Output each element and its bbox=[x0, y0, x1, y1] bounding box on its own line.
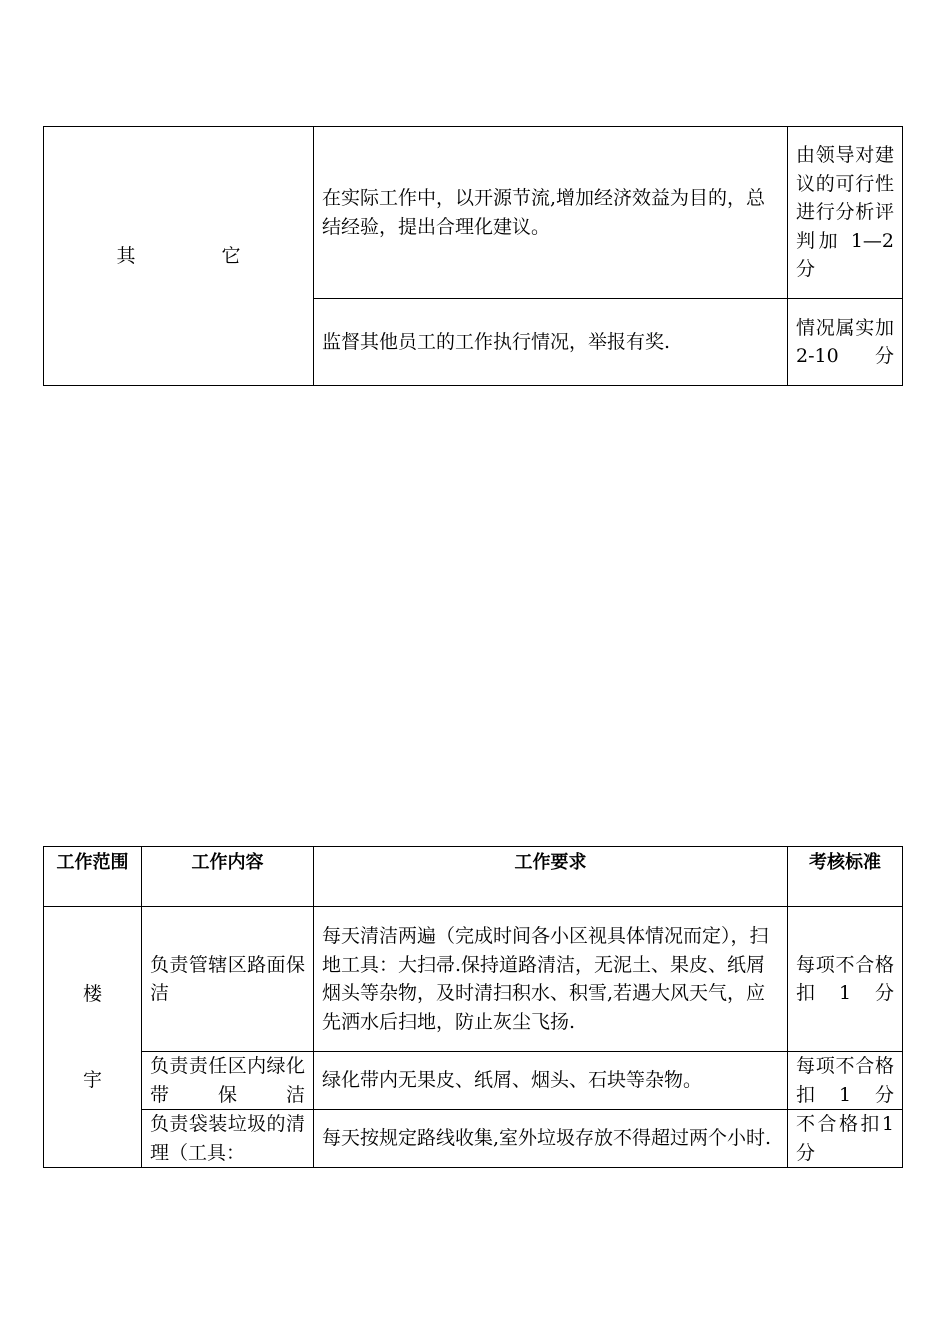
standard-cell: 由领导对建议的可行性进行分析评判加 1—2分 bbox=[788, 127, 903, 299]
requirement-cell: 绿化带内无果皮、纸屑、烟头、石块等杂物。 bbox=[314, 1052, 788, 1110]
table-row bbox=[44, 1110, 903, 1168]
content-cell: 负责袋装垃圾的清理（工具： bbox=[142, 1110, 314, 1168]
standard-cell: 每项不合格扣1分 bbox=[788, 1052, 903, 1110]
standard-cell: 不合格扣1分 bbox=[788, 1110, 903, 1168]
header-content: 工作内容 bbox=[142, 847, 314, 907]
requirement-cell: 监督其他员工的工作执行情况，举报有奖. bbox=[314, 299, 788, 386]
requirement-cell: 在实际工作中，以开源节流,增加经济效益为目的，总结经验，提出合理化建议。 bbox=[314, 127, 788, 299]
header-requirement: 工作要求 bbox=[314, 847, 788, 907]
header-standard: 考核标准 bbox=[788, 847, 903, 907]
scope-char: 楼 bbox=[82, 982, 102, 1005]
scope-char: 宇 bbox=[82, 1069, 102, 1091]
header-scope: 工作范围 bbox=[44, 847, 142, 907]
scope-cell: 其 它 bbox=[44, 127, 314, 386]
requirement-cell: 每天清洁两遍（完成时间各小区视具体情况而定），扫地工具：大扫帚.保持道路清洁，无泥土、果皮、纸屑烟头等杂物，及时清扫积水、积雪,若遇大风天气，应先洒水后扫地，防止灰尘飞扬. bbox=[314, 907, 788, 1052]
requirement-cell: 每天按规定路线收集,室外垃圾存放不得超过两个小时. bbox=[314, 1110, 788, 1168]
standard-cell: 情况属实加 2-10分 bbox=[788, 299, 903, 386]
table-row bbox=[44, 1052, 903, 1110]
table-row bbox=[44, 907, 903, 1052]
standard-cell: 每项不合格扣1分 bbox=[788, 907, 903, 1052]
header-row bbox=[44, 847, 903, 907]
content-cell: 负责责任区内绿化带保洁 bbox=[142, 1052, 314, 1110]
others-table bbox=[43, 126, 903, 386]
scope-cell bbox=[44, 907, 142, 1168]
table-row bbox=[44, 127, 903, 299]
content-cell: 负责管辖区路面保洁 bbox=[142, 907, 314, 1052]
building-cleaning-table bbox=[43, 846, 903, 1168]
